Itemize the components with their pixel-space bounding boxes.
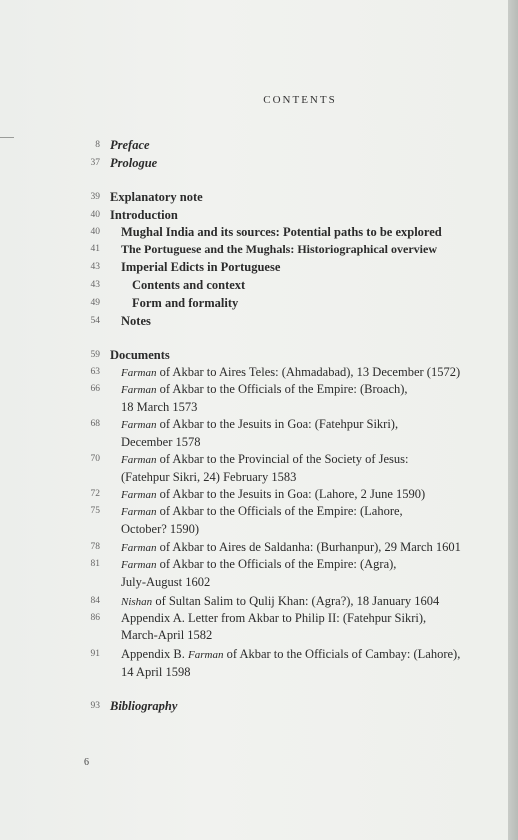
- toc-page-number: 78: [90, 542, 100, 552]
- page-number: 6: [84, 757, 89, 768]
- toc-page-number: 59: [90, 350, 100, 360]
- toc-page-number: 41: [90, 244, 100, 254]
- toc-page-number: 39: [90, 192, 100, 202]
- toc-title: Farman of Akbar to the Provincial of the Society of Jesus: (Fatehpur Sikri, 24) February 1583: [121, 452, 409, 484]
- toc-page-number: 66: [90, 384, 100, 394]
- toc-title: Notes: [121, 314, 151, 328]
- toc-title: Prologue: [110, 156, 158, 170]
- toc-title: Explanatory note: [110, 190, 203, 204]
- toc-page-number: 43: [90, 280, 100, 290]
- toc-title: Mughal India and its sources: Potential paths to be explored: [121, 225, 442, 239]
- toc-title: Farman of Akbar to the Officials of the Empire: (Broach), 18 March 1573: [121, 382, 408, 414]
- toc-title: Imperial Edicts in Portuguese: [121, 260, 281, 274]
- toc-page-number: 75: [90, 506, 100, 516]
- toc-title: Farman of Akbar to the Jesuits in Goa: (Lahore, 2 June 1590): [121, 487, 426, 501]
- toc-title: Contents and context: [132, 278, 246, 292]
- toc-page-number: 81: [90, 559, 100, 569]
- toc-title: The Portuguese and the Mughals: Historiographical overview: [121, 242, 437, 256]
- toc-page-number: 86: [90, 613, 100, 623]
- toc-title: Nishan of Sultan Salim to Qulij Khan: (Agra?), 18 January 1604: [121, 594, 440, 608]
- margin-mark: [0, 137, 14, 138]
- toc-title: Appendix B. Farman of Akbar to the Officials of Cambay: (Lahore), 14 April 1598: [121, 647, 461, 679]
- toc-title: Documents: [110, 348, 170, 362]
- toc-title: Bibliography: [110, 699, 178, 713]
- toc-page-number: 93: [90, 701, 100, 711]
- toc-title: Form and formality: [132, 296, 239, 310]
- toc-page-number: 54: [90, 316, 100, 326]
- toc-title: Farman of Akbar to the Officials of the Empire: (Lahore, October? 1590): [121, 504, 403, 536]
- toc-page-number: 63: [90, 367, 100, 377]
- toc-page-number: 68: [90, 419, 100, 429]
- contents-heading: CONTENTS: [263, 94, 337, 106]
- toc-page-number: 72: [90, 489, 100, 499]
- toc-page-number: 8: [95, 140, 100, 150]
- toc-page-number: 70: [90, 454, 100, 464]
- toc-title: Farman of Akbar to Aires Teles: (Ahmadabad), 13 December (1572): [121, 365, 461, 379]
- toc-page-number: 37: [90, 158, 100, 168]
- toc-title: Preface: [110, 138, 150, 152]
- toc-title: Farman of Akbar to Aires de Saldanha: (Burhanpur), 29 March 1601: [121, 540, 461, 554]
- toc-page-number: 49: [90, 298, 100, 308]
- toc-title: Farman of Akbar to the Officials of the Empire: (Agra), July-August 1602: [121, 557, 397, 589]
- page-edge: [508, 0, 518, 840]
- toc-title: Appendix A. Letter from Akbar to Philip II: (Fatehpur Sikri), March-April 1582: [121, 611, 427, 642]
- toc-page-number: 43: [90, 262, 100, 272]
- toc-page-number: 40: [90, 227, 100, 237]
- toc-page-number: 40: [90, 210, 100, 220]
- toc-title: Farman of Akbar to the Jesuits in Goa: (Fatehpur Sikri), December 1578: [121, 417, 399, 449]
- toc-page-number: 84: [90, 596, 100, 606]
- toc-title: Introduction: [110, 208, 178, 222]
- toc-page-number: 91: [90, 649, 100, 659]
